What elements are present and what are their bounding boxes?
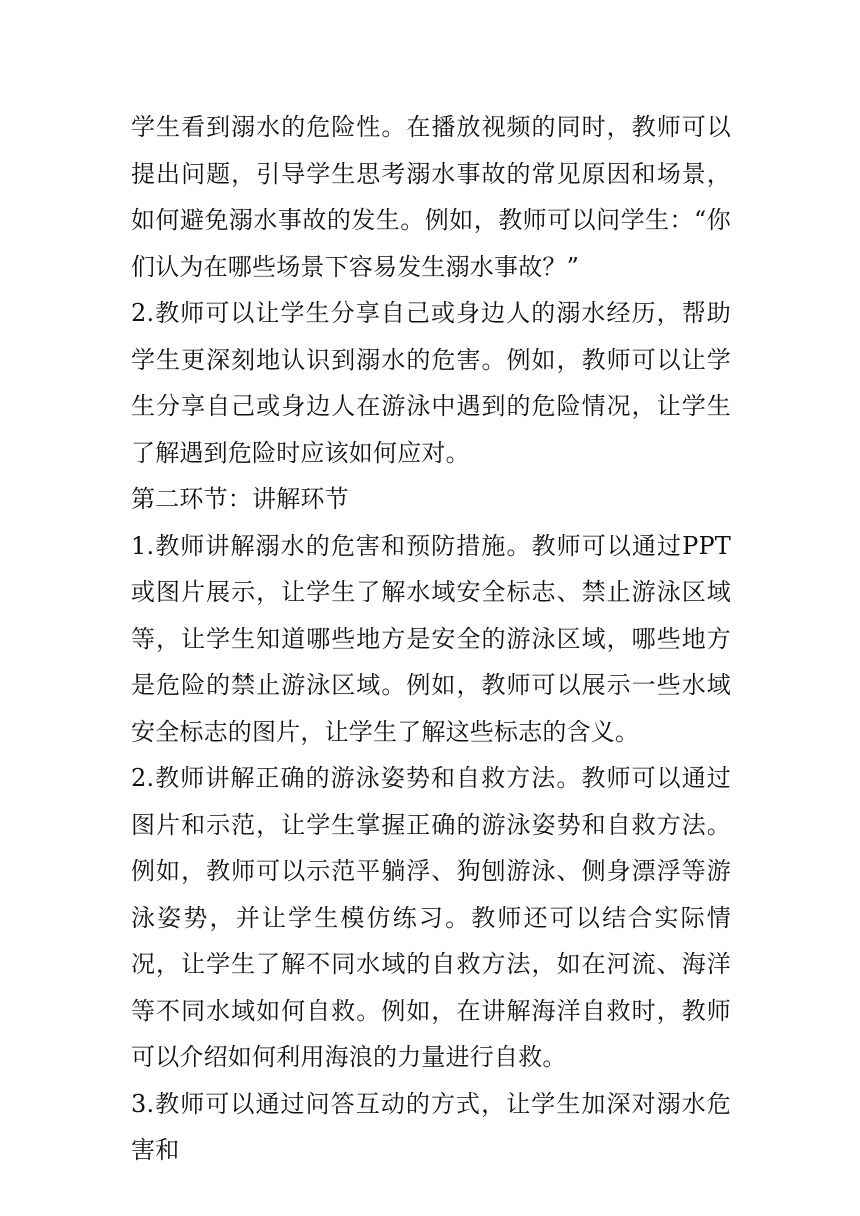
paragraph-video-discussion: 学生看到溺水的危险性。在播放视频的同时，教师可以提出问题，引导学生思考溺水事故的常见原因和场景，如何避免溺水事故的发生。例如，教师可以问学生：“你们认为在哪些场景下容易发生溺水事故？”	[131, 113, 731, 281]
paragraph-hazards-prevention: 1.教师讲解溺水的危害和预防措施。教师可以通过PPT或图片展示，让学生了解水域安全标志、禁止游泳区域等，让学生知道哪些地方是安全的游泳区域，哪些地方是危险的禁止游泳区域。例如，教师可以展示一些水域安全标志的图片，让学生了解这些标志的含义。	[131, 531, 731, 746]
paragraph-qa-interaction: 3.教师可以通过问答互动的方式，让学生加深对溺水危害和	[131, 1089, 731, 1164]
section-heading: 第二环节：讲解环节	[131, 485, 349, 513]
paragraph-swimming-self-rescue: 2.教师讲解正确的游泳姿势和自救方法。教师可以通过图片和示范，让学生掌握正确的游泳姿势和自救方法。例如，教师可以示范平躺浮、狗刨游泳、侧身漂浮等游泳姿势，并让学生模仿练习。教师还可以结合实际情况，让学生了解不同水域的自救方法，如在河流、海洋等不同水域如何自救。例如，在讲解海洋自救时，教师可以介绍如何利用海浪的力量进行自救。	[131, 764, 731, 1071]
paragraph-share-experience: 2.教师可以让学生分享自己或身边人的溺水经历，帮助学生更深刻地认识到溺水的危害。例如，教师可以让学生分享自己或身边人在游泳中遇到的危险情况，让学生了解遇到危险时应该如何应对。	[131, 299, 731, 467]
document-body	[131, 104, 731, 1174]
